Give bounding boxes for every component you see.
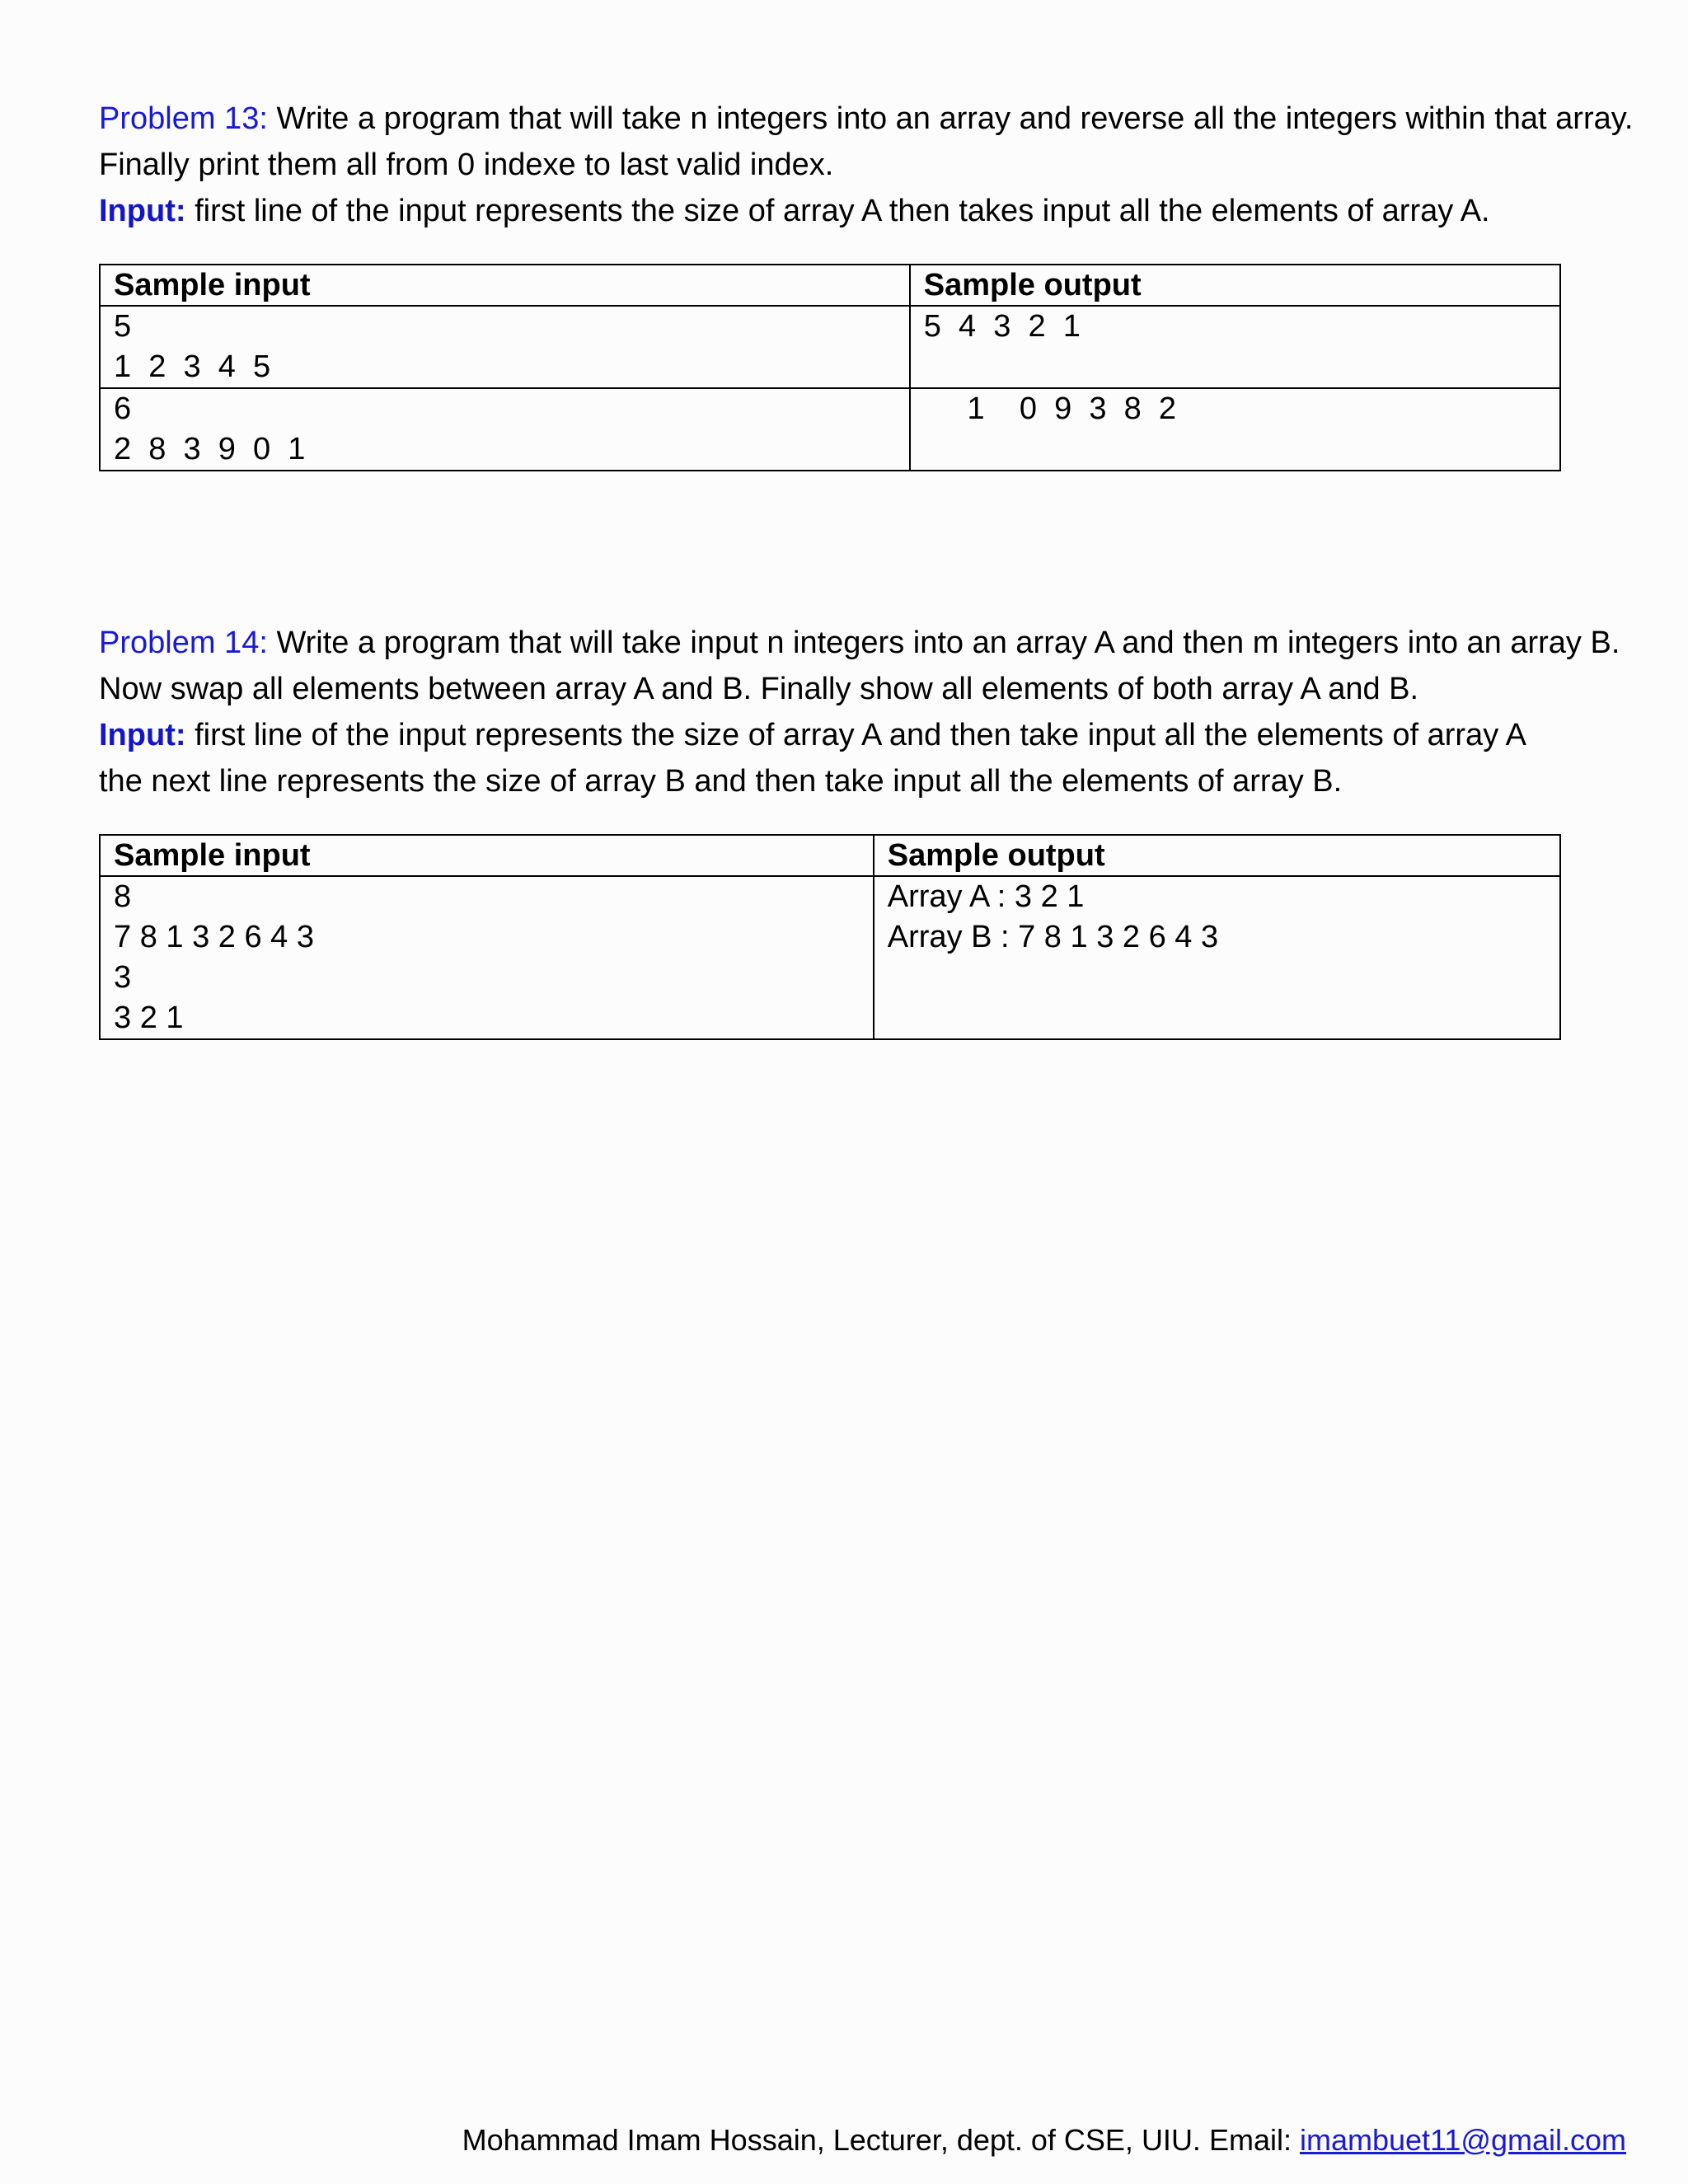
problem13-label: Problem 13: — [99, 101, 268, 136]
problem14-label: Problem 14: — [99, 626, 268, 660]
problem13-input-label: Input: — [99, 194, 186, 228]
sample-input-line: 8 — [114, 879, 132, 914]
sample-output-cell — [910, 388, 1560, 471]
page-footer — [462, 2120, 1626, 2161]
problem14-statement — [99, 620, 1620, 666]
problem13-input-desc — [99, 188, 1490, 234]
sample-input-line: 1 2 3 4 5 — [114, 349, 271, 384]
sample-input-line: 5 — [114, 309, 132, 344]
problem13-statement-line2 — [99, 142, 833, 188]
sample-output-line: 5 4 3 2 1 — [923, 309, 1081, 344]
sample-output-header: Sample output — [874, 835, 1560, 876]
table-header-row — [100, 265, 1560, 306]
sample-input-header: Sample input — [100, 835, 874, 876]
table-header-row — [100, 835, 1560, 876]
table-row — [100, 388, 1560, 471]
sample-input-header: Sample input — [100, 265, 910, 306]
table-row — [100, 876, 1560, 1039]
problem14-input-label: Input: — [99, 718, 186, 752]
problem13-text-line1: Write a program that will take n integers into an array and reverse all the integers within that array. — [267, 101, 1634, 136]
sample-output-cell — [874, 876, 1560, 1039]
sample-input-cell — [100, 388, 910, 471]
sample-input-cell — [100, 306, 910, 388]
footer-text: Mohammad Imam Hossain, Lecturer, dept. of CSE, UIU. Email: — [462, 2123, 1300, 2157]
sample-input-line: 3 2 1 — [114, 1001, 184, 1035]
sample-input-line: 7 8 1 3 2 6 4 3 — [114, 920, 314, 954]
problem14-input-desc — [99, 712, 1526, 758]
sample-input-line: 2 8 3 9 0 1 — [114, 432, 306, 466]
sample-input-line: 6 — [114, 391, 132, 426]
problem14-text-line1: Write a program that will take input n integers into an array A and then m integers into an array B. — [267, 626, 1620, 660]
sample-input-line: 3 — [114, 960, 132, 995]
problem13-text-line2: Finally print them all from 0 indexe to last valid index. — [99, 148, 834, 182]
problem14-input-text2: the next line represents the size of array B and then take input all the elements of array B. — [99, 764, 1343, 799]
problem14-text-line2: Now swap all elements between array A and B. Finally show all elements of both array A and B. — [99, 672, 1419, 706]
table-row — [100, 306, 1560, 388]
sample-output-line: 1 0 9 3 8 2 — [923, 391, 1177, 426]
problem14-input-text: first line of the input represents the size of array A and then take input all the elements of array A — [185, 718, 1527, 752]
problem14-sample-table — [99, 834, 1561, 1040]
email-link[interactable]: imambuet11@gmail.com — [1299, 2123, 1626, 2157]
sample-output-header: Sample output — [910, 265, 1560, 306]
sample-output-cell — [910, 306, 1560, 388]
problem13-statement — [99, 96, 1634, 142]
sample-output-line: Array A : 3 2 1 — [887, 879, 1085, 914]
problem13-input-text: first line of the input represents the size of array A then takes input all the elements of array A. — [185, 194, 1490, 228]
sample-output-line: Array B : 7 8 1 3 2 6 4 3 — [887, 920, 1219, 954]
sample-input-cell — [100, 876, 874, 1039]
problem14-input-desc-line2 — [99, 758, 1342, 804]
problem14-statement-line2 — [99, 666, 1418, 712]
problem13-sample-table — [99, 264, 1561, 471]
